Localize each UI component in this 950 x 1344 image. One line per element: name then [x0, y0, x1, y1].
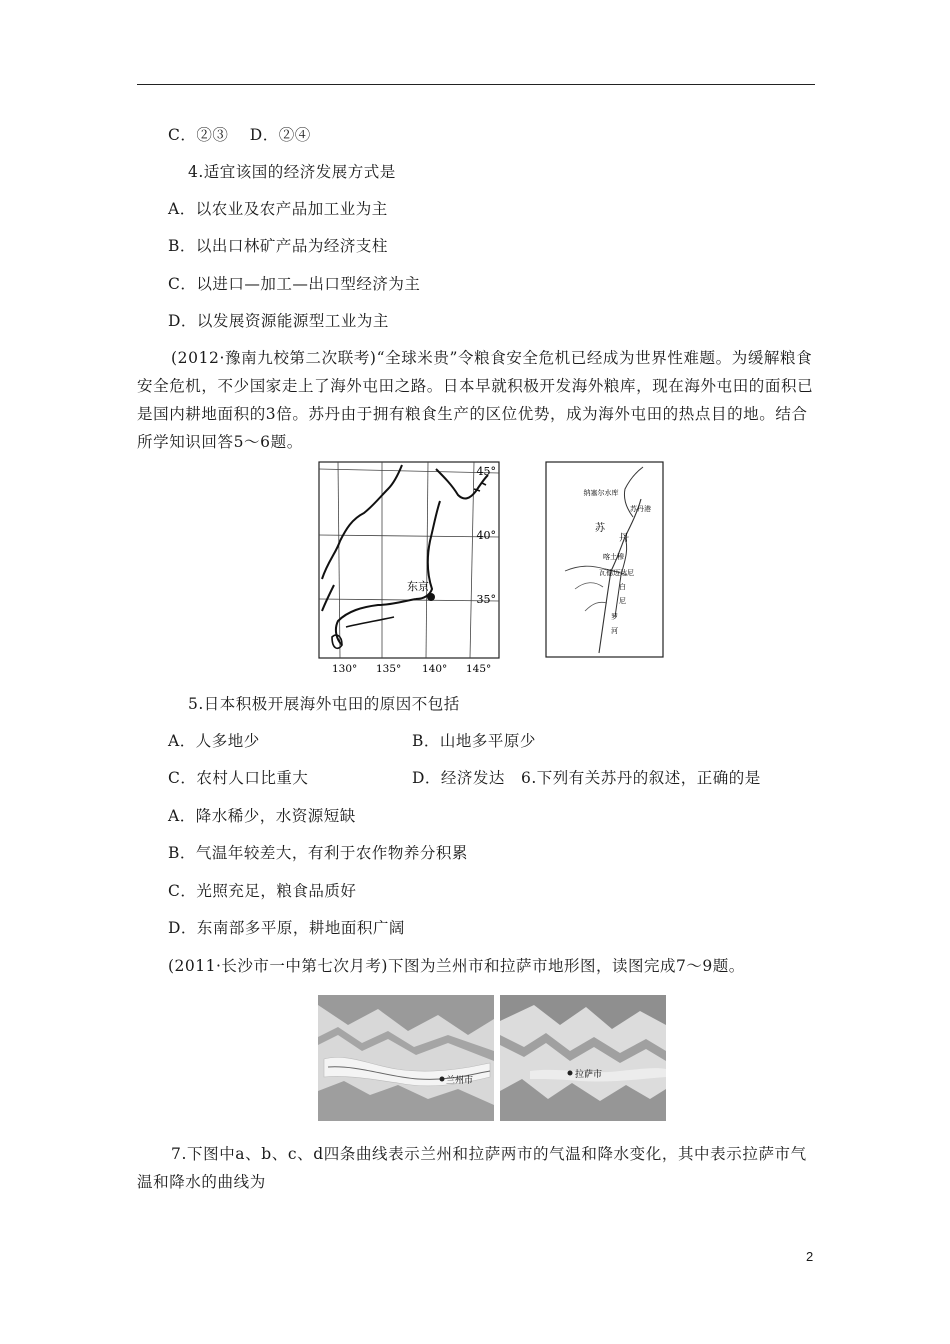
label-wad-medani: 瓦德迈达尼 [599, 569, 634, 577]
label-khartoum: 喀土穆 [603, 553, 624, 561]
lat-label-45: 45° [476, 465, 496, 478]
page-number: 2 [806, 1249, 814, 1264]
city-label-tokyo: 东京 [407, 580, 429, 593]
q5-option-d: D．经济发达 [412, 769, 505, 787]
lhasa-terrain-map [500, 995, 666, 1121]
q6-option-b: B．气温年较差大，有利于农作物养分积累 [168, 844, 468, 862]
japan-map [318, 461, 502, 677]
city-label-lanzhou: 兰州市 [446, 1076, 474, 1086]
q7-stem: 7.下图中a、b、c、d四条曲线表示兰州和拉萨两市的气温和降水变化，其中表示拉萨市气温和降水的曲线为 [137, 1145, 807, 1191]
label-river-4: 河 [611, 627, 618, 635]
lon-label-145: 145° [466, 663, 492, 675]
sudan-map [545, 461, 665, 659]
label-river-3: 罗 [611, 613, 618, 621]
q4-option-a: A．以农业及农产品加工业为主 [168, 200, 388, 218]
q4-option-d: D．以发展资源能源型工业为主 [168, 312, 389, 330]
lanzhou-terrain-map [318, 995, 494, 1121]
passage-sudan: (2012·豫南九校第二次联考)“全球米贵”令粮食安全危机已经成为世界性难题。为缓解粮食安全危机，不少国家走上了海外屯田之路。日本早就积极开发海外粮库，现在海外屯田的面积已是国内耕地面积的3倍。苏丹由于拥有粮食生产的区位优势，成为海外屯田的热点目的地。结合所学知识回答5～6题。 [137, 349, 814, 451]
lon-label-135: 135° [376, 663, 402, 675]
q6-option-a: A．降水稀少，水资源短缺 [168, 807, 356, 825]
q5-option-a: A．人多地少 [168, 732, 260, 750]
lon-label-140: 140° [422, 663, 448, 675]
label-dan: 丹 [619, 533, 629, 544]
q6-option-d: D．东南部多平原，耕地面积广阔 [168, 919, 405, 937]
q5-stem: 5.日本积极开展海外屯田的原因不包括 [188, 695, 460, 713]
label-port-sudan: 苏丹港 [630, 505, 651, 513]
lat-label-35: 35° [476, 593, 496, 606]
label-lake-nasser: 纳塞尔水库 [583, 489, 619, 497]
label-river-2: 尼 [619, 597, 626, 605]
q3-options-tail: C．②③ D．②④ [168, 126, 311, 144]
q5-option-b: B．山地多平原少 [412, 732, 536, 750]
q4-option-c: C．以进口—加工—出口型经济为主 [168, 275, 421, 293]
header-rule [137, 84, 815, 85]
q4-option-b: B．以出口林矿产品为经济支柱 [168, 237, 388, 255]
label-river-1: 白 [619, 583, 626, 591]
q6-option-c: C．光照充足，粮食品质好 [168, 882, 357, 900]
lon-label-130: 130° [332, 663, 358, 675]
lat-label-40: 40° [476, 529, 496, 542]
q6-stem: 6.下列有关苏丹的叙述，正确的是 [521, 769, 761, 787]
q4-stem: 4.适宜该国的经济发展方式是 [188, 163, 396, 181]
city-label-lhasa: 拉萨市 [575, 1070, 603, 1080]
label-su: 苏 [595, 523, 605, 534]
q5-option-c: C．农村人口比重大 [168, 769, 309, 787]
passage-lanzhou-lhasa: (2011·长沙市一中第七次月考)下图为兰州市和拉萨市地形图，读图完成7～9题。 [168, 957, 745, 975]
